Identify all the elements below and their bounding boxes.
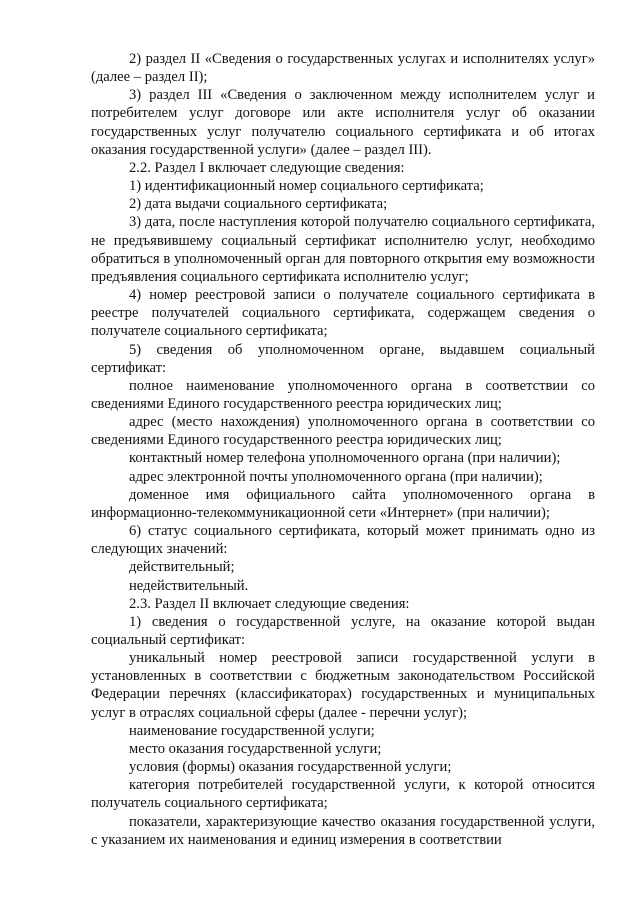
paragraph-authority-email: адрес электронной почты уполномоченного органа (при наличии); — [129, 468, 543, 485]
paragraph-item-service-info: 1) сведения о государственной услуге, на оказание которой выдан социальный сертификат: — [91, 613, 595, 648]
paragraph-status-invalid: недействительный. — [129, 577, 249, 594]
paragraph-authority-full-name: полное наименование уполномоченного органа в соответствии со сведениями Единого государственного реестра юридических лиц; — [91, 377, 595, 412]
paragraph-heading-2-3: 2.3. Раздел II включает следующие сведения: — [129, 595, 410, 612]
paragraph-service-consumer-category: категория потребителей государственной услуги, к которой относится получатель социального сертификата; — [91, 777, 595, 812]
paragraph-item-id-number: 1) идентификационный номер социального сертификата; — [129, 178, 484, 195]
paragraph-authority-domain: доменное имя официального сайта уполномоченного органа в информационно-телекоммуникационной сети «Интернет» (при наличии); — [91, 486, 595, 521]
paragraph-authority-phone: контактный номер телефона уполномоченного органа (при наличии); — [129, 450, 561, 467]
paragraph-section-2-item: 2) раздел II «Сведения о государственных услугах и исполнителях услуг» (далее – раздел II); — [91, 51, 595, 86]
paragraph-item-certificate-status: 6) статус социального сертификата, который может принимать одно из следующих значений: — [91, 523, 595, 558]
paragraph-service-conditions: условия (формы) оказания государственной услуги; — [129, 759, 452, 776]
paragraph-service-place: место оказания государственной услуги; — [129, 740, 382, 757]
paragraph-item-issue-date: 2) дата выдачи социального сертификата; — [129, 196, 388, 213]
paragraph-service-name: наименование государственной услуги; — [129, 722, 375, 739]
paragraph-status-valid: действительный; — [129, 559, 235, 576]
paragraph-service-registry-number: уникальный номер реестровой записи государственной услуги в установленных в соответствии с бюджетным законодательством Российской Федерации перечнях (классификаторах) государственных и муниципальных услуг в отраслях социальной сферы (далее - перечни услуг); — [91, 650, 595, 721]
paragraph-authority-address: адрес (место нахождения) уполномоченного органа в соответствии со сведениями Единого государственного реестра юридических лиц; — [91, 414, 595, 449]
paragraph-item-expiry-date: 3) дата, после наступления которой получателю социального сертификата, не предъявившему социальный сертификат исполнителю услуг, необходимо обратиться в уполномоченный орган для повторного открытия ему возможности предъявления социального сертификата исполнителю услуг; — [91, 214, 595, 285]
paragraph-service-quality-indicators: показатели, характеризующие качество оказания государственной услуги, с указанием их наименования и единиц измерения в соответствии — [91, 813, 595, 848]
paragraph-section-3-item: 3) раздел III «Сведения о заключенном между исполнителем услуг и потребителем услуг договоре или акте исполнителя услуг об оказании государственных услуг получателю социального сертификата и об итогах оказания государственной услуги» (далее – раздел III). — [91, 87, 595, 158]
paragraph-item-authority-info: 5) сведения об уполномоченном органе, выдавшем социальный сертификат: — [91, 341, 595, 376]
paragraph-heading-2-2: 2.2. Раздел I включает следующие сведения: — [129, 159, 405, 176]
document-page — [91, 50, 595, 849]
paragraph-item-registry-number: 4) номер реестровой записи о получателе социального сертификата в реестре получателей социального сертификата, содержащем сведения о получателе социального сертификата; — [91, 287, 595, 340]
